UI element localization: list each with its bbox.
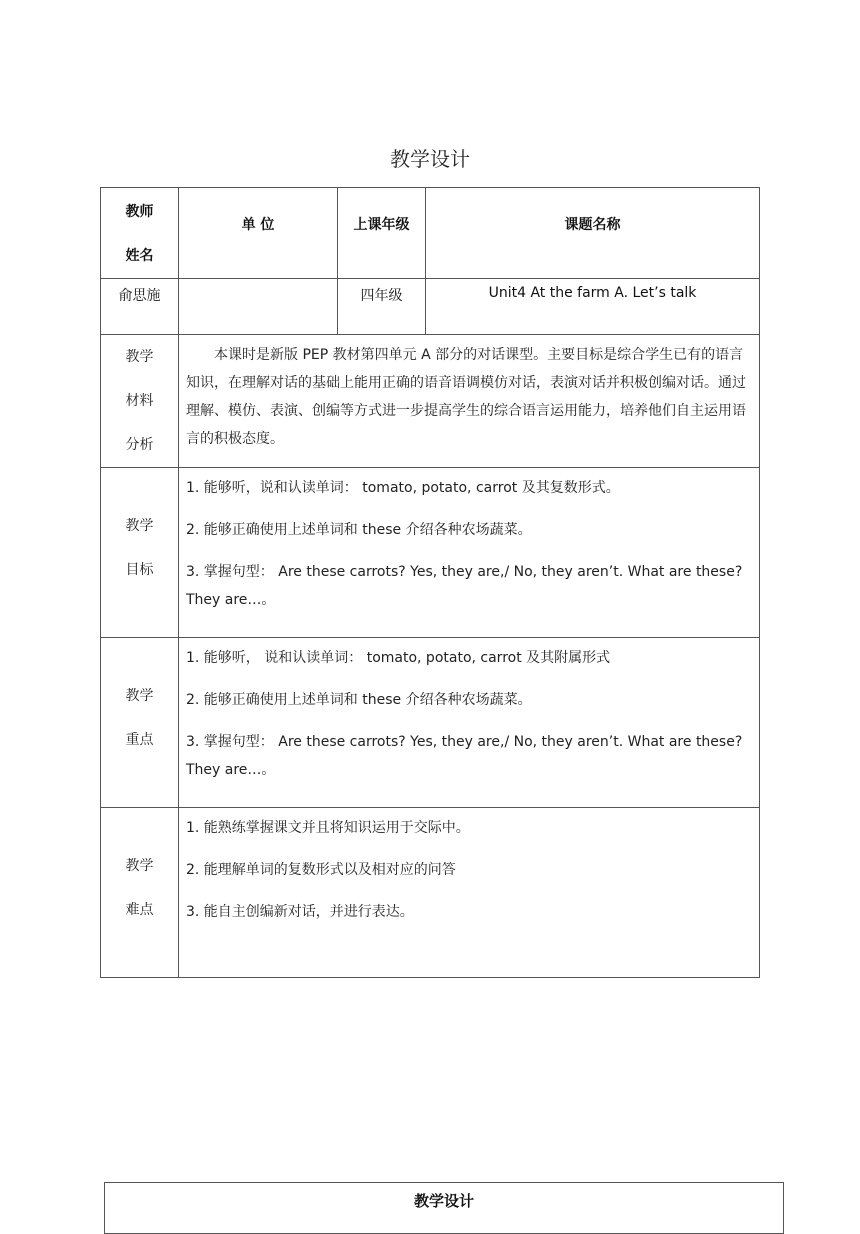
objectives-label-line1: 教学 (125, 518, 154, 534)
difficulties-label-line2: 难点 (125, 902, 154, 918)
difficulties-row (101, 808, 760, 978)
materials-row (101, 335, 760, 468)
difficulties-label-line1: 教学 (125, 858, 154, 874)
unit-cell (179, 279, 338, 335)
teacher-name-cell: 俞思施 (101, 279, 179, 335)
key-points-row (101, 638, 760, 808)
key-point-item: 2. 能够正确使用上述单词和 these 介绍各种农场蔬菜。 (186, 692, 532, 708)
difficulty-item: 3. 能自主创编新对话，并进行表达。 (186, 904, 414, 920)
objective-item: 1. 能够听，说和认读单词： tomato, potato, carrot 及其复数形式。 (186, 480, 620, 496)
materials-content (179, 335, 760, 468)
teacher-name-header-line2: 姓名 (125, 248, 154, 264)
objective-item: 2. 能够正确使用上述单词和 these 介绍各种农场蔬菜。 (186, 522, 532, 538)
objectives-content (179, 468, 760, 638)
materials-label-line3: 分析 (125, 437, 154, 453)
materials-label-line1: 教学 (125, 349, 154, 365)
objectives-row (101, 468, 760, 638)
key-points-label (101, 638, 179, 808)
lesson-plan-table (100, 187, 760, 978)
objectives-label-line2: 目标 (125, 562, 154, 578)
key-points-content (179, 638, 760, 808)
difficulties-content (179, 808, 760, 978)
lesson-title-cell: Unit4 At the farm A. Let’s talk (426, 279, 760, 335)
difficulty-item: 1. 能熟练掌握课文并且将知识运用于交际中。 (186, 820, 470, 836)
materials-label (101, 335, 179, 468)
header-row (101, 188, 760, 279)
materials-label-line2: 材料 (125, 393, 154, 409)
key-point-item: 3. 掌握句型： Are these carrots? Yes, they are,/ No, they aren’t. What are these? They are…。 (186, 734, 743, 778)
lesson-title-header: 课题名称 (426, 188, 760, 279)
difficulties-label (101, 808, 179, 978)
page-title: 教学设计 (390, 147, 470, 171)
key-points-label-line1: 教学 (125, 688, 154, 704)
grade-header: 上课年级 (338, 188, 426, 279)
teacher-name-header (101, 188, 179, 279)
next-page-header: 教学设计 (104, 1182, 784, 1234)
objective-item: 3. 掌握句型： Are these carrots? Yes, they are,/ No, they aren’t. What are these? They are…。 (186, 564, 743, 608)
info-row (101, 279, 760, 335)
materials-text: 本课时是新版 PEP 教材第四单元 A 部分的对话课型。主要目标是综合学生已有的语言知识，在理解对话的基础上能用正确的语音语调模仿对话，表演对话并积极创编对话。通过理解、模仿、表演、创编等方式进一步提高学生的综合语言运用能力，培养他们自主运用语言的积极态度。 (186, 347, 746, 447)
grade-cell: 四年级 (338, 279, 426, 335)
key-point-item: 1. 能够听， 说和认读单词： tomato, potato, carrot 及其附属形式 (186, 650, 611, 666)
objectives-label (101, 468, 179, 638)
difficulty-item: 2. 能理解单词的复数形式以及相对应的问答 (186, 862, 456, 878)
unit-header: 单 位 (179, 188, 338, 279)
teacher-name-header-line1: 教师 (125, 204, 154, 220)
key-points-label-line2: 重点 (125, 732, 154, 748)
